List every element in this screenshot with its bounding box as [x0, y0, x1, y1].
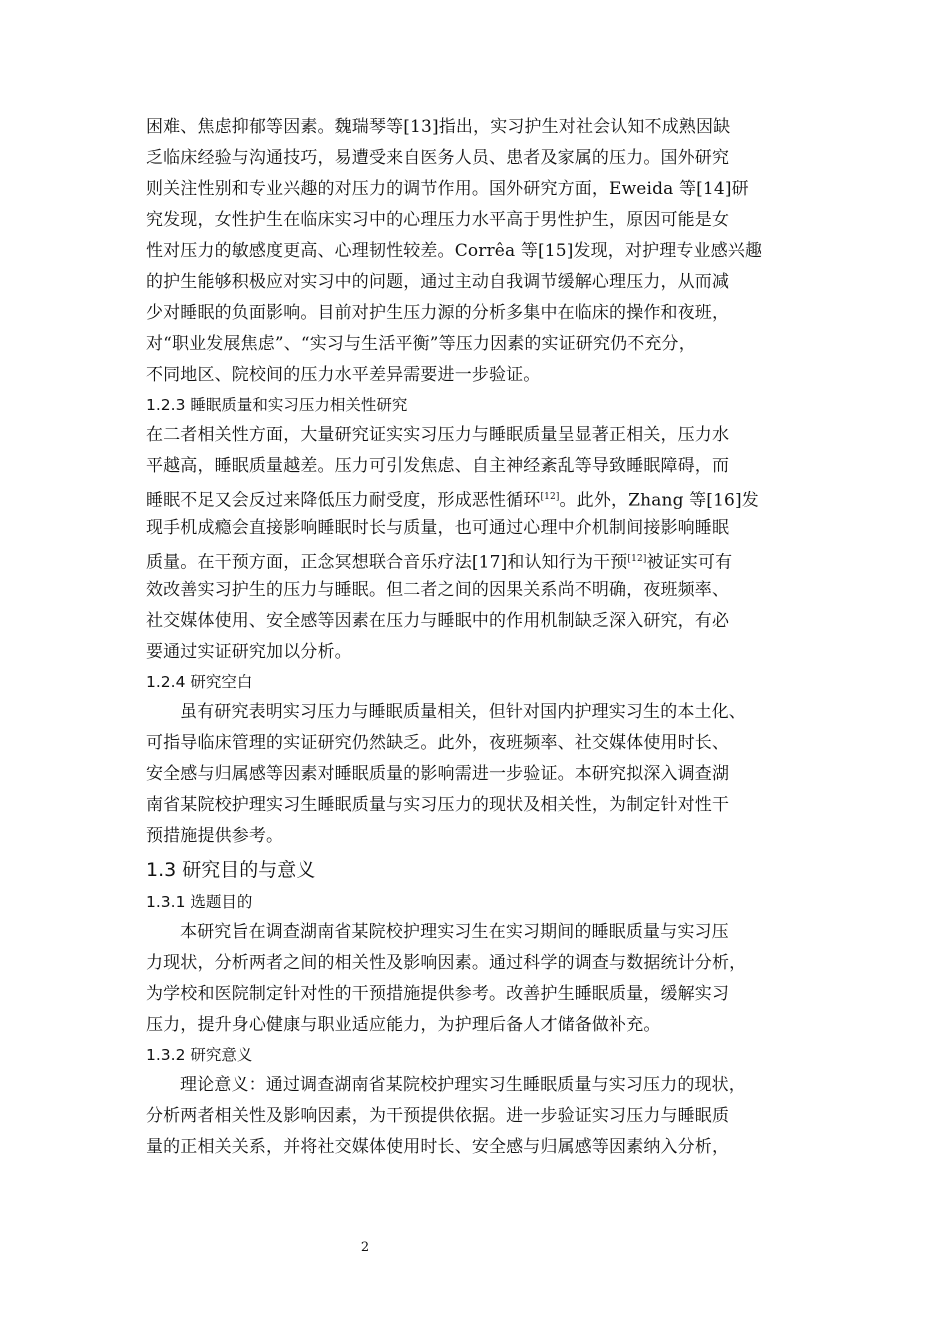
- text-line: 可指导临床管理的实证研究仍然缺乏。此外，夜班频率、社交媒体使用时长、: [146, 733, 730, 753]
- paragraph-research-gap: [146, 697, 814, 852]
- text-line: 不同地区、院校间的压力水平差异需要进一步验证。: [146, 365, 541, 385]
- text-line: 效改善实习护生的压力与睡眠。但二者之间的因果关系尚不明确，夜班频率、: [146, 580, 730, 600]
- text-line: 则关注性别和专业兴趣的对压力的调节作用。国外研究方面，Eweida 等[14]研: [146, 179, 749, 199]
- text-line: 的护生能够积极应对实习中的问题，通过主动自我调节缓解心理压力，从而减: [146, 272, 730, 292]
- text-line: 分析两者相关性及影响因素，为干预提供依据。进一步验证实习压力与睡眠质: [146, 1106, 730, 1126]
- section-heading-1-3-2: 1.3.2 研究意义: [146, 1046, 253, 1064]
- text-line: 现手机成瘾会直接影响睡眠时长与质量，也可通过心理中介机制间接影响睡眠: [146, 518, 730, 538]
- citation-superscript: [12]: [627, 554, 647, 564]
- citation-superscript: [12]: [540, 492, 560, 502]
- text-run: 被证实可有: [646, 552, 733, 573]
- text-line: 为学校和医院制定针对性的干预措施提供参考。改善护生睡眠质量，缓解实习: [146, 984, 730, 1004]
- page-number: 2: [360, 1240, 370, 1255]
- paragraph-correlation: [146, 420, 814, 668]
- text-line: 压力，提升身心健康与职业适应能力，为护理后备人才储备做补充。: [146, 1015, 661, 1035]
- paragraph-purpose: [146, 917, 814, 1041]
- text-run: 。此外，Zhang 等[16]发: [559, 490, 759, 511]
- text-run: 质量。在干预方面，正念冥想联合音乐疗法[17]和认知行为干预: [146, 552, 628, 573]
- paragraph-stress-sources: [146, 112, 814, 391]
- text-line: 本研究旨在调查湖南省某院校护理实习生在实习期间的睡眠质量与实习压: [180, 922, 729, 942]
- page-content: [146, 112, 814, 1163]
- section-heading-1-2-3: 1.2.3 睡眠质量和实习压力相关性研究: [146, 396, 408, 414]
- text-line: 要通过实证研究加以分析。: [146, 642, 352, 662]
- section-heading-1-2-4: 1.2.4 研究空白: [146, 673, 253, 691]
- text-line: 平越高，睡眠质量越差。压力可引发焦虑、自主神经紊乱等导致睡眠障碍，而: [146, 456, 730, 476]
- text-line: 究发现，女性护生在临床实习中的心理压力水平高于男性护生，原因可能是女: [146, 210, 730, 230]
- section-heading-1-3-1: 1.3.1 选题目的: [146, 893, 253, 911]
- text-line: 预措施提供参考。: [146, 826, 284, 846]
- text-line: 南省某院校护理实习生睡眠质量与实习压力的现状及相关性，为制定针对性干: [146, 795, 730, 815]
- paragraph-significance: [146, 1070, 814, 1163]
- text-line: 对“职业发展焦虑”、“实习与生活平衡”等压力因素的实证研究仍不充分，: [146, 334, 696, 354]
- text-line: 虽有研究表明实习压力与睡眠质量相关，但针对国内护理实习生的本土化、: [180, 702, 746, 722]
- text-line: 社交媒体使用、安全感等因素在压力与睡眠中的作用机制缺乏深入研究，有必: [146, 611, 730, 631]
- section-heading-1-3: 1.3 研究目的与意义: [146, 859, 316, 881]
- text-line: [146, 482, 814, 513]
- text-run: 睡眠不足又会反过来降低压力耐受度，形成恶性循环: [146, 490, 541, 511]
- text-line: 乏临床经验与沟通技巧，易遭受来自医务人员、患者及家属的压力。国外研究: [146, 148, 730, 168]
- text-line: 安全感与归属感等因素对睡眠质量的影响需进一步验证。本研究拟深入调查湖: [146, 764, 730, 784]
- text-line: 理论意义：通过调查湖南省某院校护理实习生睡眠质量与实习压力的现状，: [180, 1075, 746, 1095]
- text-line: 性对压力的敏感度更高、心理韧性较差。Corrêa 等[15]发现，对护理专业感兴趣: [146, 241, 763, 261]
- text-line: 困难、焦虑抑郁等因素。魏瑞琴等[13]指出，实习护生对社会认知不成熟因缺: [146, 117, 731, 137]
- text-line: [146, 544, 814, 575]
- text-line: 少对睡眠的负面影响。目前对护生压力源的分析多集中在临床的操作和夜班，: [146, 303, 730, 323]
- text-line: 在二者相关性方面，大量研究证实实习压力与睡眠质量呈显著正相关，压力水: [146, 425, 730, 445]
- text-line: 力现状，分析两者之间的相关性及影响因素。通过科学的调查与数据统计分析，: [146, 953, 747, 973]
- text-line: 量的正相关关系，并将社交媒体使用时长、安全感与归属感等因素纳入分析，: [146, 1137, 730, 1157]
